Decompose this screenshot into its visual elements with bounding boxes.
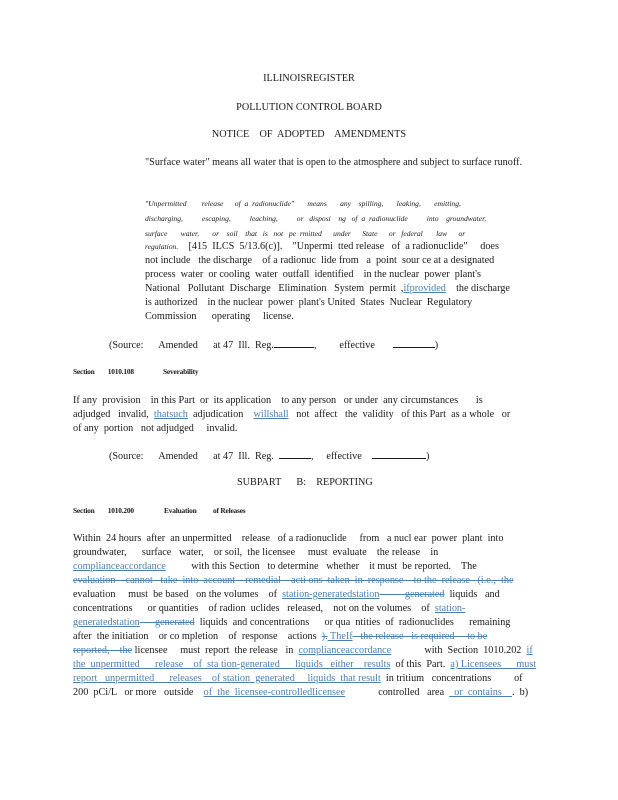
inserted-text: TheIf xyxy=(327,631,353,642)
inserted-text: the unpermitted release of sta tion-generated liquids either results xyxy=(73,659,391,670)
inserted-text: report unpermitted releases of station generated liquids that xyxy=(73,673,356,684)
evaluation-line xyxy=(73,616,510,629)
deleted-text: reported, the xyxy=(73,645,133,656)
source-note xyxy=(109,338,438,352)
deleted-text: generated xyxy=(379,589,445,600)
evaluation-line xyxy=(73,686,528,699)
text-run: of this Part. xyxy=(390,659,451,670)
text-run: controlled area xyxy=(345,687,450,698)
source-note xyxy=(109,449,429,463)
inserted-text: thatsuch xyxy=(153,409,188,420)
source-suffix: ) xyxy=(425,451,430,462)
section-title: Severability xyxy=(163,367,199,376)
inserted-text: station- xyxy=(434,603,466,614)
blank-line xyxy=(274,338,314,348)
text-run: in tritium concentrations of xyxy=(380,673,523,684)
definition-line: discharging, escaping, leaching, or disposi ng of a radionuclide into groundwater, xyxy=(145,214,487,223)
inserted-text: ifprovided xyxy=(403,283,446,294)
blank-line xyxy=(393,338,435,348)
text-run: the discharge xyxy=(445,283,510,294)
board-title: POLLUTION CONTROL BOARD xyxy=(236,102,382,113)
text-run: liquids and xyxy=(444,589,500,600)
definition-line: surface water, or soil that is not pe rmitted under State or federal law or xyxy=(145,229,466,238)
inserted-text: if xyxy=(526,645,533,656)
source-prefix: (Source: Amended at 47 Ill. Reg. xyxy=(109,340,274,351)
deleted-text: the release is required to be xyxy=(352,631,488,642)
source-suffix: ) xyxy=(434,340,439,351)
text-run: concentrations or quantities of radion uclides released, not on the volumes of xyxy=(73,603,435,614)
blank-line xyxy=(372,449,426,459)
source-middle: , effective xyxy=(313,340,375,351)
inserted-text: station-generatedstation xyxy=(282,589,380,600)
register-title: ILLINOISREGISTER xyxy=(263,73,355,84)
section-number: Section 1010.200 xyxy=(73,506,134,515)
text-run: not affect the validity of this Part as a whole or xyxy=(288,409,511,420)
definition-line xyxy=(145,240,499,254)
evaluation-line xyxy=(73,588,500,601)
definition-surface-water: "Surface water" means all water that is open to the atmosphere and subject to surface runoff. xyxy=(145,157,523,168)
text-run: evaluation must be based on the volumes of xyxy=(73,589,283,600)
text-run: adjudged invalid, xyxy=(73,409,154,420)
definition-line: process water or cooling water outfall identified in the nuclear power plant's xyxy=(145,269,481,280)
citation-text: [415 ILCS 5/13.6(c)]. "Unpermi tted release of a radionuclide" does xyxy=(178,241,499,252)
definition-line xyxy=(145,282,510,295)
evaluation-line xyxy=(73,574,513,587)
definition-line: "Unpermitted release of a radionuclide" means any spilling, leaking, emitting, xyxy=(145,199,461,208)
evaluation-line xyxy=(73,644,533,657)
text-run: licensee must report the release in xyxy=(132,645,299,656)
severability-line: of any portion not adjudged invalid. xyxy=(73,423,238,434)
source-middle: , effective xyxy=(311,451,362,462)
deleted-text: ). xyxy=(321,631,328,642)
text-run: after the initiation or co mpletion of response actions xyxy=(73,631,322,642)
notice-title: NOTICE OF ADOPTED AMENDMENTS xyxy=(211,129,407,140)
text-run: adjudication xyxy=(187,409,254,420)
definition-line: not include the discharge of a radionuc lide from a point sour ce at a designated xyxy=(145,255,495,266)
inserted-text: generatedstation xyxy=(73,617,140,628)
text-run: with this Section to determine whether it must be reported. The xyxy=(165,561,477,572)
section-number: Section 1010.108 xyxy=(73,367,134,376)
inserted-text: a) Licensees must xyxy=(450,659,537,670)
deleted-text: evaluation cannot take into account remedial acti ons taken in response to the release (i.e., the xyxy=(73,575,514,586)
evaluation-line xyxy=(73,560,477,573)
inserted-text: complianceaccordance xyxy=(298,645,392,656)
inserted-text: complianceaccordance xyxy=(73,561,166,572)
definition-line: is authorized in the nuclear power plant's United States Nuclear Regulatory xyxy=(145,297,473,308)
evaluation-line: groundwater, surface water, or soil, the licensee must evaluate the release in xyxy=(73,547,439,558)
inserted-text: result xyxy=(355,673,381,684)
severability-line: If any provision in this Part or its application to any person or under any circumstances is xyxy=(73,395,483,406)
definition-line: Commission operating license. xyxy=(145,311,294,322)
deleted-text: generated xyxy=(139,617,195,628)
inserted-text: or contains xyxy=(449,687,512,698)
text-run: with Section 1010.202 xyxy=(391,645,527,656)
evaluation-line xyxy=(73,602,465,615)
text-run: National Pollutant Discharge Elimination System permit , xyxy=(145,283,404,294)
blank-line xyxy=(279,449,311,459)
subpart-heading: SUBPART B: REPORTING xyxy=(237,477,373,488)
section-title: Evaluation of Releases xyxy=(164,506,246,515)
severability-line xyxy=(73,408,510,421)
text-run: 200 pCi/L or more outside xyxy=(73,687,204,698)
inserted-text: of the licensee-controlledlicensee xyxy=(203,687,346,698)
text-run: liquids and concentrations or qua ntities of radionuclides remaining xyxy=(194,617,511,628)
evaluation-line xyxy=(73,672,523,685)
regulation-word: regulation. xyxy=(145,242,179,251)
inserted-text: willshall xyxy=(253,409,289,420)
source-prefix: (Source: Amended at 47 Ill. Reg. xyxy=(109,451,274,462)
text-run: . b) xyxy=(512,687,529,698)
evaluation-line xyxy=(73,630,487,643)
evaluation-line xyxy=(73,658,536,671)
evaluation-line: Within 24 hours after an unpermitted release of a radionuclide from a nucl ear power plant into xyxy=(73,533,504,544)
